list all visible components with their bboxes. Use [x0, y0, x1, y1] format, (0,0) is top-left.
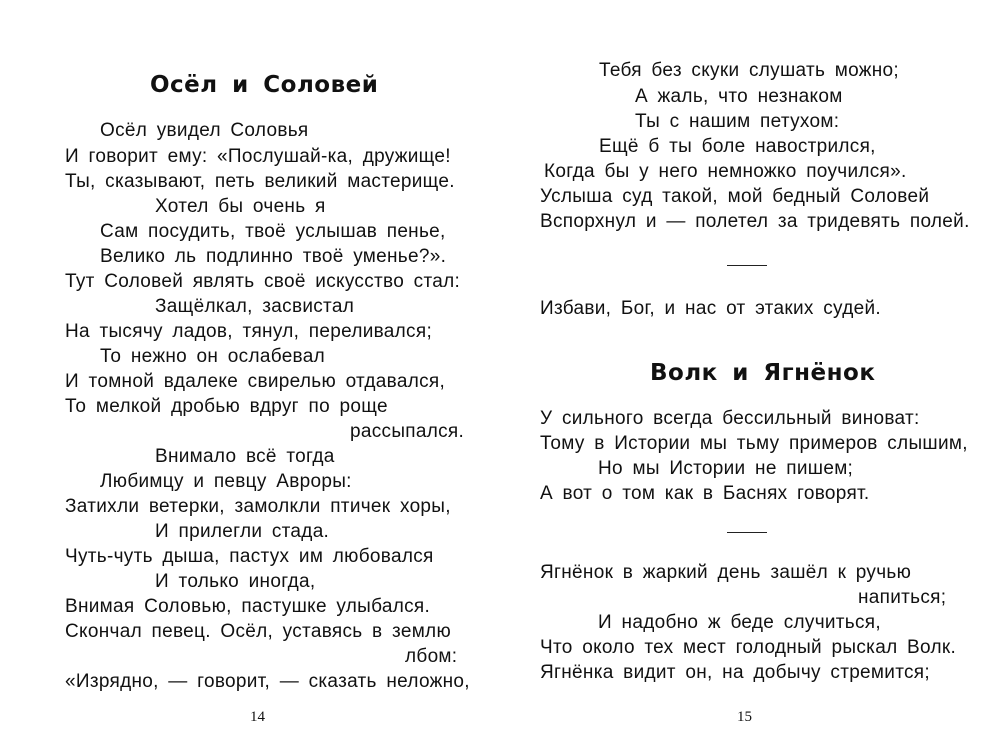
verse-line: Внимало всё тогда: [155, 446, 335, 467]
verse-line: лбом:: [405, 646, 458, 667]
verse-line: Хотел бы очень я: [155, 196, 326, 217]
verse-line: А жаль, что незнаком: [635, 86, 843, 107]
verse-line: Внимая Соловью, пастушке улыбался.: [65, 596, 431, 617]
verse-line: Ты с нашим петухом:: [635, 111, 840, 132]
verse-line: А вот о том как в Баснях говорят.: [540, 483, 870, 504]
left-page: [0, 0, 500, 751]
verse-line: Вспорхнул и — полетел за тридевять полей.: [540, 211, 970, 232]
verse-line: Услыша суд такой, мой бедный Соловей: [540, 186, 930, 207]
verse-line: рассыпался.: [350, 421, 465, 442]
page-number: 14: [250, 709, 265, 725]
verse-line: «Изрядно, — говорит, — сказать неложно,: [65, 671, 470, 692]
verse-line: У сильного всегда бессильный виноват:: [540, 408, 920, 429]
section-divider: [727, 532, 767, 533]
verse-line: И томной вдалеке свирелью отдавался,: [65, 371, 446, 392]
verse-line: И только иногда,: [155, 571, 316, 592]
verse-line: Что около тех мест голодный рыскал Волк.: [540, 637, 957, 658]
verse-line: Затихли ветерки, замолкли птичек хоры,: [65, 496, 451, 517]
verse-line: Тому в Истории мы тьму примеров слышим,: [540, 433, 968, 454]
verse-line: Ещё б ты боле навострился,: [599, 136, 876, 157]
verse-line: И говорит ему: «Послушай-ка, дружище!: [65, 146, 451, 167]
verse-line: Тут Соловей являть своё искусство стал:: [65, 271, 461, 292]
right-page: [500, 0, 1001, 751]
verse-line: Ягнёнка видит он, на добычу стремится;: [540, 662, 930, 683]
fable-moral: Избави, Бог, и нас от этаких судей.: [540, 298, 881, 319]
section-divider: [727, 265, 767, 266]
fable-title-wolf-lamb: Волк и Ягнёнок: [650, 360, 876, 386]
fable-title-donkey-nightingale: Осёл и Соловей: [150, 72, 379, 98]
verse-line: Защёлкал, засвистал: [155, 296, 355, 317]
verse-line: напиться;: [858, 587, 947, 608]
verse-line: Скончал певец. Осёл, уставясь в землю: [65, 621, 451, 642]
verse-line: Ты, сказывают, петь великий мастерище.: [65, 171, 455, 192]
verse-line: Велико ль подлинно твоё уменье?».: [100, 246, 447, 267]
verse-line: Ягнёнок в жаркий день зашёл к ручью: [540, 562, 912, 583]
verse-line: Сам посудить, твоё услышав пенье,: [100, 221, 446, 242]
verse-line: И надобно ж беде случиться,: [598, 612, 881, 633]
verse-line: Но мы Истории не пишем;: [598, 458, 854, 479]
verse-line: Чуть-чуть дыша, пастух им любовался: [65, 546, 434, 567]
verse-line: Когда бы у него немножко поучился».: [544, 161, 907, 182]
verse-line: Любимцу и певцу Авроры:: [100, 471, 352, 492]
verse-line: На тысячу ладов, тянул, переливался;: [65, 321, 433, 342]
verse-line: Осёл увидел Соловья: [100, 120, 309, 141]
verse-line: То нежно он ослабевал: [100, 346, 325, 367]
verse-line: То мелкой дробью вдруг по роще: [65, 396, 388, 417]
verse-line: Тебя без скуки слушать можно;: [599, 60, 899, 81]
verse-line: И прилегли стада.: [155, 521, 330, 542]
page-number: 15: [737, 709, 752, 725]
